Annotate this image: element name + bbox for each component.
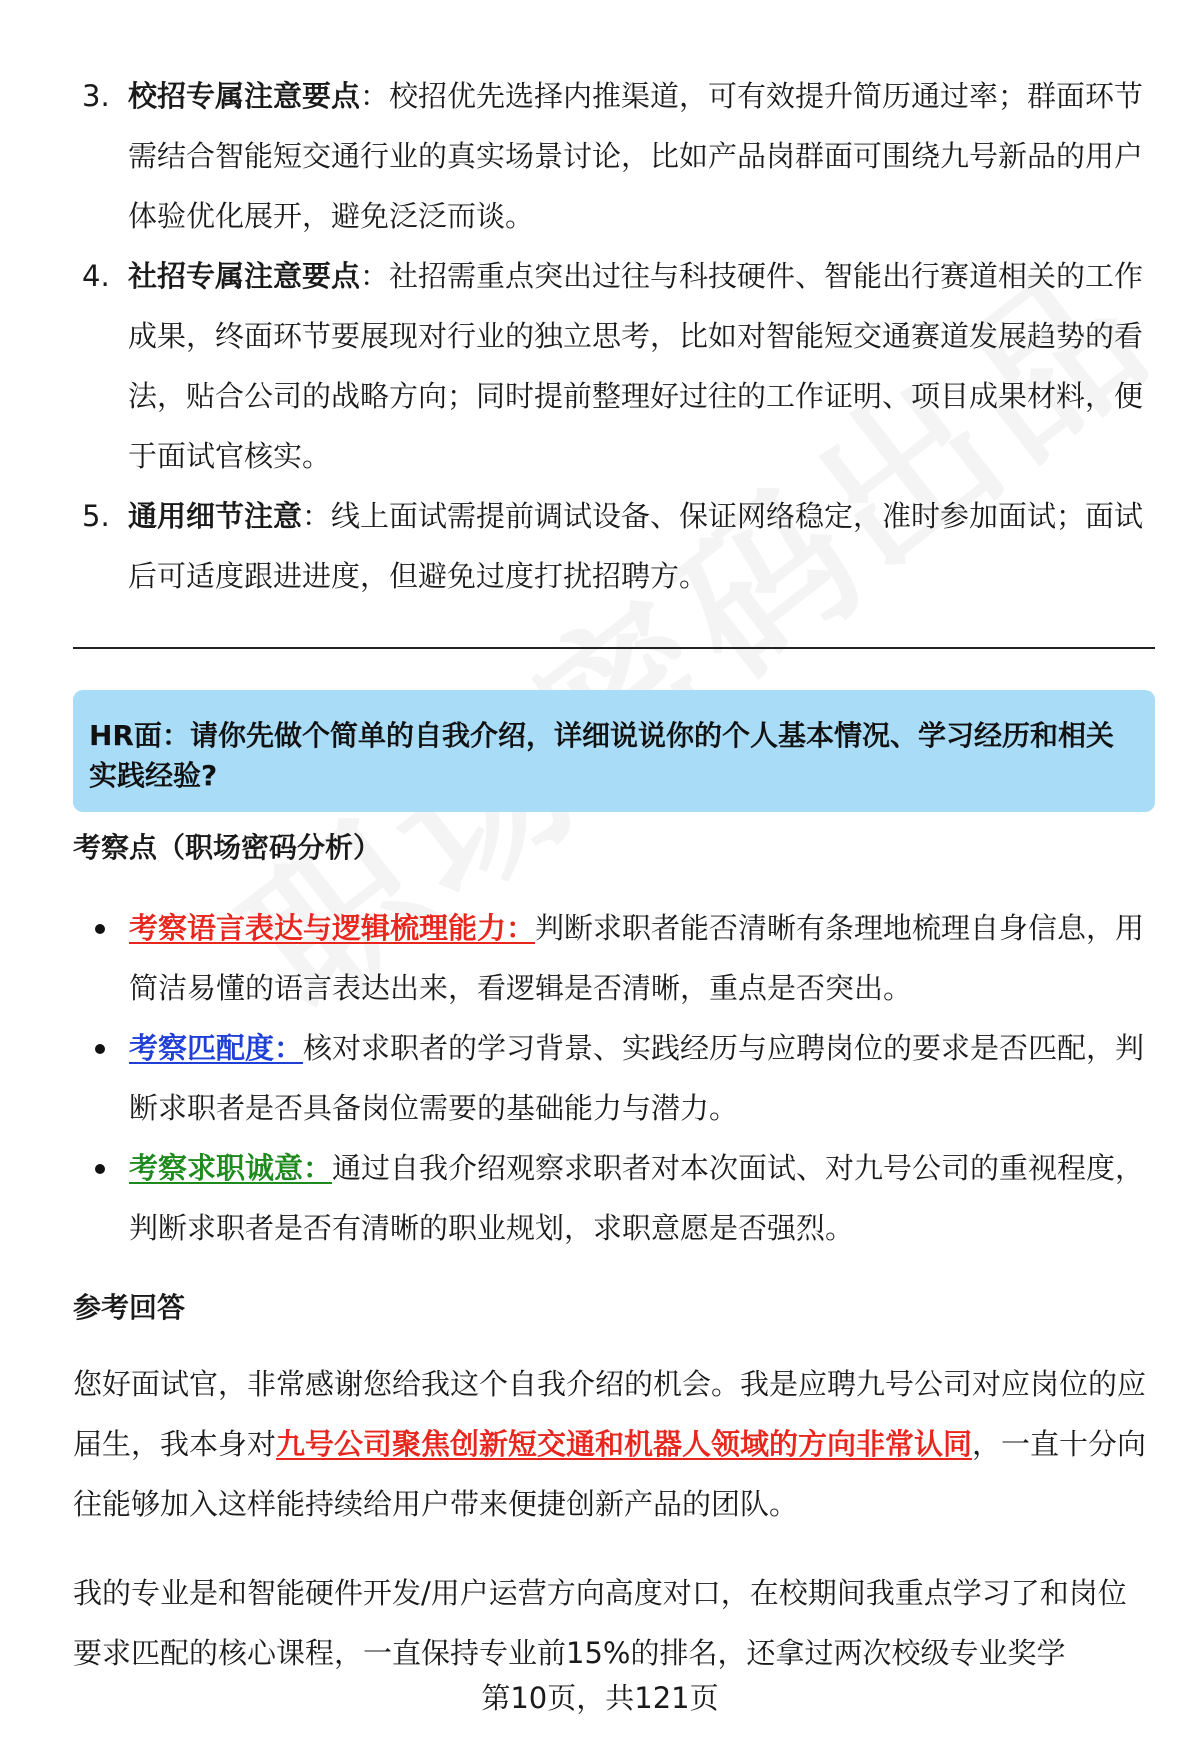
bullet-icon	[95, 924, 105, 934]
answer-highlight: 九号公司聚焦创新短交通和机器人领域的方向非常认同	[276, 1427, 973, 1461]
bullet-icon	[95, 1044, 105, 1054]
item-title: 社招专属注意要点	[128, 259, 361, 293]
item-title: 通用细节注意	[128, 499, 303, 533]
check-keyword: 考察语言表达与逻辑梳理能力：	[129, 911, 536, 945]
check-keyword: 考察匹配度：	[129, 1031, 304, 1065]
item-text: ：社招需重点突出过往与科技硬件、智能出行赛道相关的工作成果，终面环节要展现对行业的独立思考，比如对智能短交通赛道发展趋势的看法，贴合公司的战略方向；同时提前整理好过往的工作证明、项目成果材料，便于面试官核实。	[128, 259, 1144, 473]
item-text: ：校招优先选择内推渠道，可有效提升简历通过率；群面环节需结合智能短交通行业的真实场景讨论，比如产品岗群面可围绕九号新品的用户体验优化展开，避免泛泛而谈。	[128, 79, 1144, 233]
list-item	[73, 898, 1155, 1018]
question-box: HR面：请你先做个简单的自我介绍，详细说说你的个人基本情况、学习经历和相关实践经验?	[73, 690, 1155, 812]
item-number: 5.	[82, 499, 110, 533]
list-item	[73, 1138, 1155, 1258]
check-text: 核对求职者的学习背景、实践经历与应聘岗位的要求是否匹配，判断求职者是否具备岗位需要的基础能力与潜力。	[129, 1031, 1145, 1125]
check-keyword: 考察求职诚意：	[129, 1151, 333, 1185]
item-number: 4.	[82, 259, 110, 293]
answer-text: ，一直十分向往能够加入这样能持续给用户带来便捷创新产品的团队。	[73, 1427, 1147, 1521]
check-text: 通过自我介绍观察求职者对本次面试、对九号公司的重视程度，判断求职者是否有清晰的职业规划，求职意愿是否强烈。	[129, 1151, 1145, 1245]
list-item	[82, 246, 1150, 486]
answer-paragraph	[73, 1354, 1155, 1534]
notes-list	[82, 66, 1150, 606]
item-title: 校招专属注意要点	[128, 79, 361, 113]
answer-paragraph: 我的专业是和智能硬件开发/用户运营方向高度对口，在校期间我重点学习了和岗位要求匹配的核心课程，一直保持专业前15%的排名，还拿过两次校级专业奖学	[73, 1576, 1127, 1670]
list-item	[82, 66, 1150, 246]
answer-text: 您好面试官，非常感谢您给我这个自我介绍的机会。我是应聘九号公司对应岗位的应届生，我本身对	[73, 1367, 1147, 1461]
item-text: ：线上面试需提前调试设备、保证网络稳定，准时参加面试；面试后可适度跟进进度，但避免过度打扰招聘方。	[128, 499, 1144, 593]
answer-heading: 参考回答	[73, 1291, 186, 1324]
bullet-icon	[95, 1164, 105, 1174]
list-item	[73, 1018, 1155, 1138]
section-divider	[73, 647, 1155, 649]
page-footer: 第10页，共121页	[481, 1681, 719, 1715]
analysis-heading: 考察点（职场密码分析）	[73, 831, 382, 864]
list-item	[82, 486, 1150, 606]
item-number: 3.	[82, 79, 110, 113]
check-text: 判断求职者能否清晰有条理地梳理自身信息，用简洁易懂的语言表达出来，看逻辑是否清晰，重点是否突出。	[129, 911, 1145, 1005]
analysis-list	[73, 898, 1155, 1258]
